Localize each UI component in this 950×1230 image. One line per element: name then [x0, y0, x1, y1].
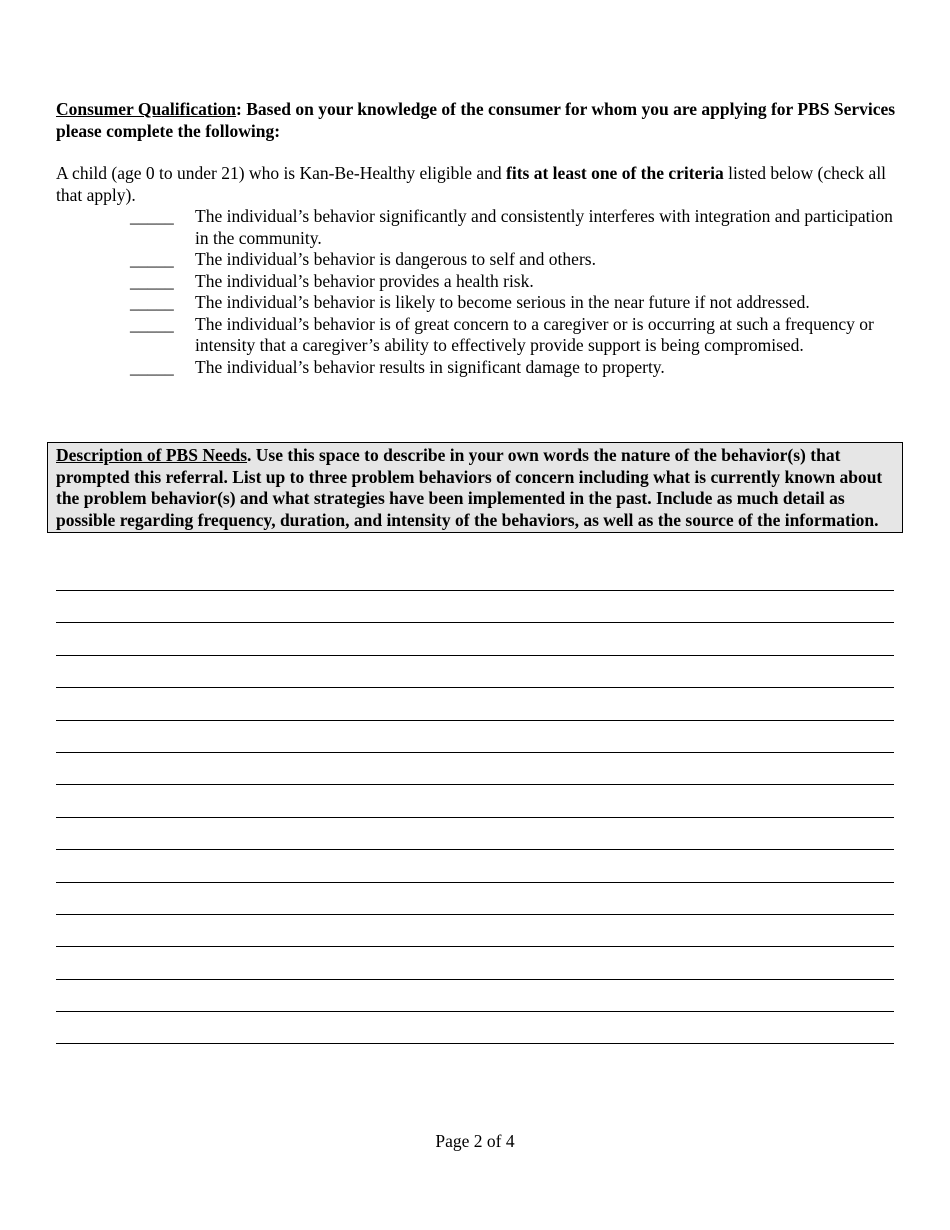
pbs-needs-instructions: . Use this space to describe in your own words the nature of the behavior(s) that prompted this referral. List up to three problem behaviors of concern including what is currently known about the problem behavior(s) and what strategies have been implemented in the past. Include as much detail as possible regarding frequency, duration, and intensity of the behaviors, as well as the source of the information. [56, 445, 883, 530]
criteria-check-blank[interactable]: _____ [130, 206, 174, 226]
pbs-needs-title: Description of PBS Needs [56, 445, 248, 465]
criteria-item [56, 249, 896, 271]
response-line[interactable] [56, 946, 894, 947]
response-line[interactable] [56, 817, 894, 818]
response-line[interactable] [56, 655, 894, 656]
consumer-qualification-title: Consumer Qualification [56, 99, 237, 119]
criteria-check-blank[interactable]: _____ [130, 270, 174, 291]
intro-bold-text: fits at least one of the criteria [506, 163, 724, 183]
criteria-check-blank[interactable]: _____ [130, 292, 174, 312]
consumer-qualification-prompt: : Based on your knowledge of the consumer for whom you are applying for PBS Services please complete the following: [56, 99, 896, 141]
intro-text-after: listed below (check all that apply). [56, 163, 887, 205]
eligibility-intro [56, 163, 896, 206]
criteria-text: The individual’s behavior significantly and consistently interferes with integration and participation in the community. [195, 206, 893, 248]
response-line[interactable] [56, 1011, 894, 1012]
criteria-check-blank[interactable]: _____ [130, 356, 174, 377]
response-line[interactable] [56, 784, 894, 785]
criteria-check-blank[interactable]: _____ [130, 249, 174, 269]
response-line[interactable] [56, 622, 894, 623]
criteria-text: The individual’s behavior is likely to become serious in the near future if not addressed. [195, 292, 810, 312]
intro-text-before: A child (age 0 to under 21) who is Kan-Be-Healthy eligible and [56, 163, 507, 183]
response-line[interactable] [56, 849, 894, 850]
response-line[interactable] [56, 1043, 894, 1044]
criteria-checklist [56, 206, 896, 378]
response-writing-lines[interactable] [56, 590, 894, 1076]
response-line[interactable] [56, 752, 894, 753]
criteria-text: The individual’s behavior provides a health risk. [195, 270, 534, 291]
criteria-item [56, 292, 896, 314]
pbs-needs-instructions-box [47, 442, 903, 533]
criteria-text: The individual’s behavior is dangerous to self and others. [195, 249, 596, 269]
criteria-item [56, 314, 896, 357]
response-line[interactable] [56, 720, 894, 721]
criteria-text: The individual’s behavior is of great concern to a caregiver or is occurring at such a frequency or intensity that a caregiver’s ability to effectively provide support is being compromised. [195, 313, 874, 355]
response-line[interactable] [56, 590, 894, 591]
criteria-item [56, 206, 896, 249]
consumer-qualification-heading [56, 99, 896, 142]
response-line[interactable] [56, 979, 894, 980]
response-line[interactable] [56, 687, 894, 688]
criteria-check-blank[interactable]: _____ [130, 313, 174, 334]
response-line[interactable] [56, 914, 894, 915]
response-line[interactable] [56, 882, 894, 883]
page-number: Page 2 of 4 [435, 1131, 515, 1151]
criteria-text: The individual’s behavior results in significant damage to property. [195, 356, 665, 377]
criteria-item [56, 357, 896, 379]
criteria-item [56, 271, 896, 293]
